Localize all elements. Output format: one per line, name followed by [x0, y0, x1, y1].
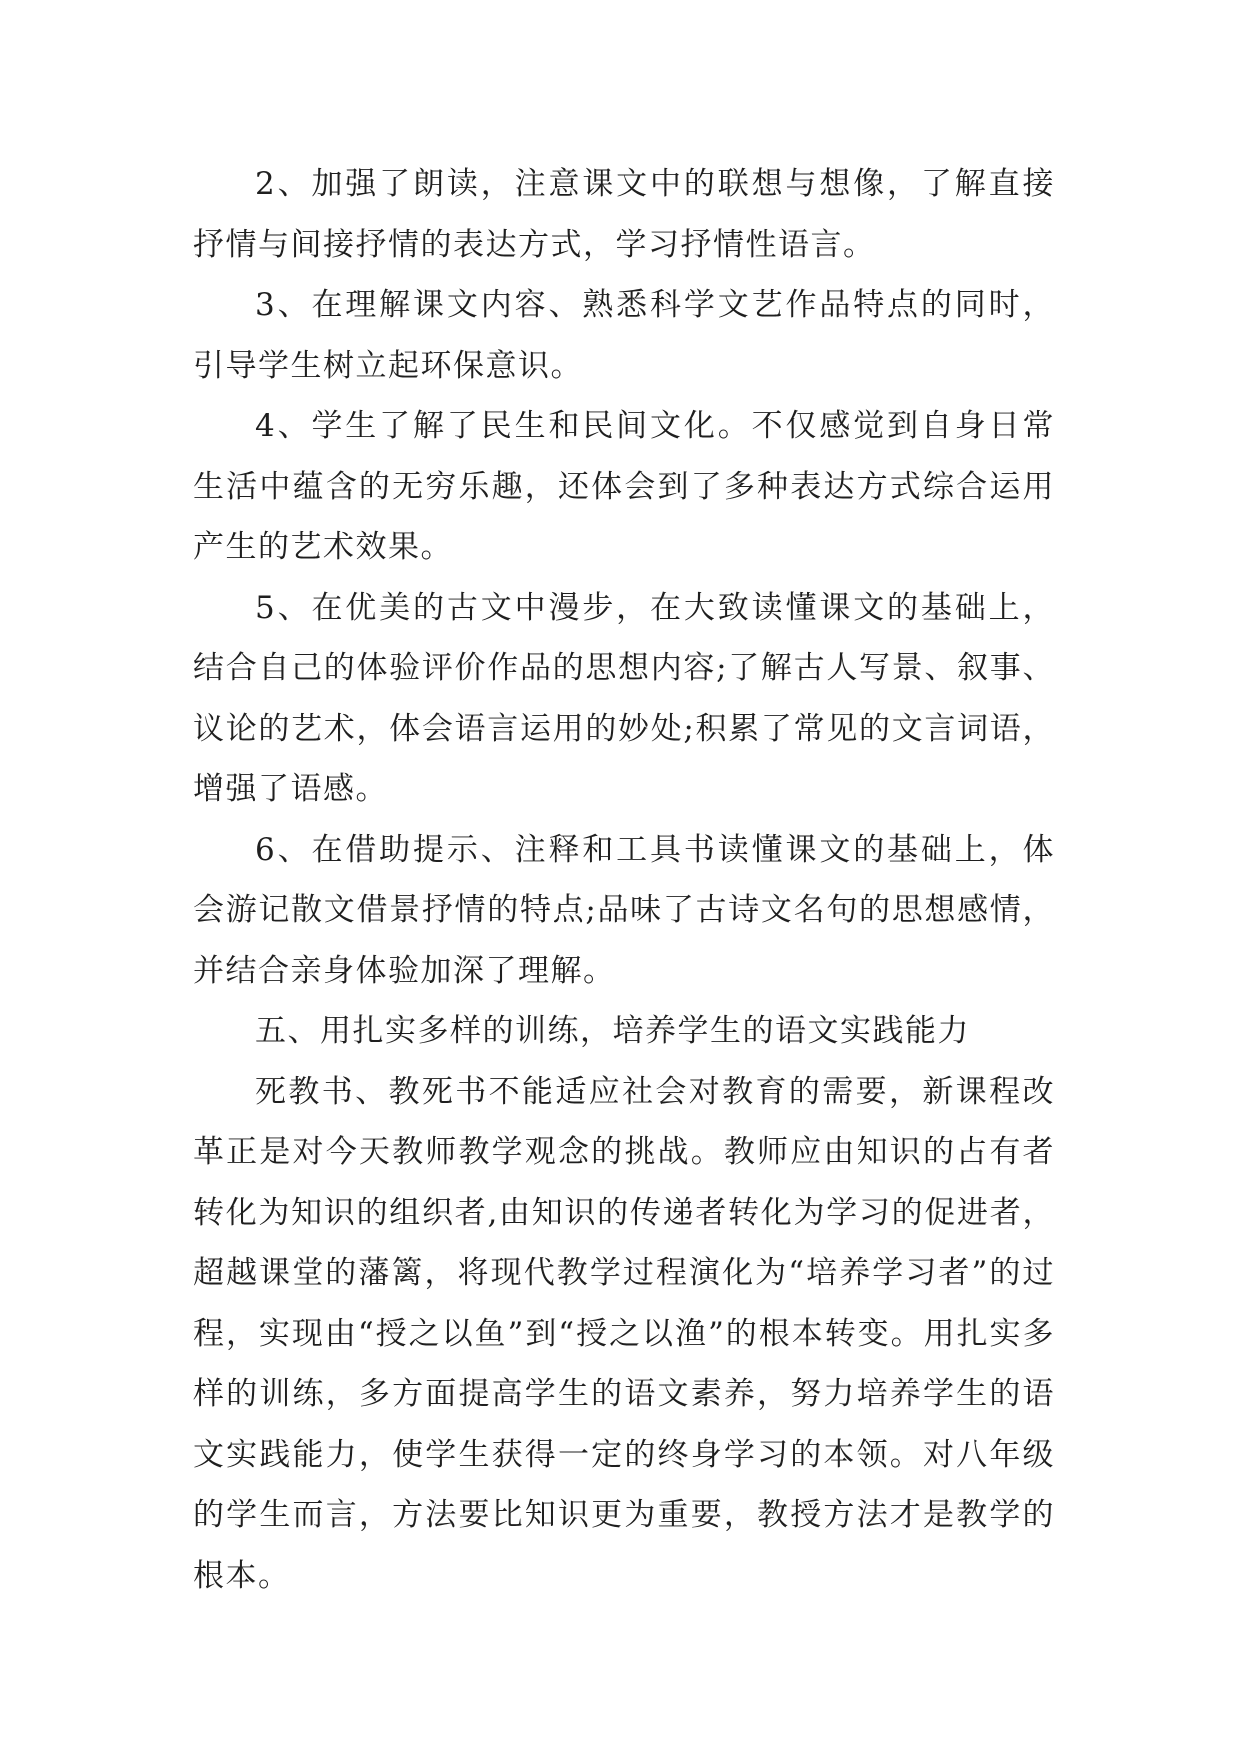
paragraph-item-2: 2、加强了朗读，注意课文中的联想与想像，了解直接抒情与间接抒情的表达方式，学习抒情性语言。	[193, 166, 1055, 263]
paragraph-item-6: 6、在借助提示、注释和工具书读懂课文的基础上，体会游记散文借景抒情的特点;品味了古诗文名句的思想感情，并结合亲身体验加深了理解。	[193, 831, 1055, 989]
paragraph-item-5: 5、在优美的古文中漫步，在大致读懂课文的基础上，结合自己的体验评价作品的思想内容;了解古人写景、叙事、议论的艺术，体会语言运用的妙处;积累了常见的文言词语，增强了语感。	[193, 589, 1055, 807]
paragraph-item-3: 3、在理解课文内容、熟悉科学文艺作品特点的同时，引导学生树立起环保意识。	[193, 287, 1055, 384]
section-heading: 五、用扎实多样的训练，培养学生的语文实践能力	[255, 1013, 970, 1049]
body-paragraph: 死教书、教死书不能适应社会对教育的需要，新课程改革正是对今天教师教学观念的挑战。教师应由知识的占有者转化为知识的组织者,由知识的传递者转化为学习的促进者，超越课堂的藩篱，将现代教学过程演化为“培养学习者”的过程，实现由“授之以鱼”到“授之以渔”的根本转变。用扎实多样的训练，多方面提高学生的语文素养，努力培养学生的语文实践能力，使学生获得一定的终身学习的本领。对八年级的学生而言，方法要比知识更为重要，教授方法才是教学的根本。	[193, 1073, 1055, 1594]
document-page	[193, 154, 1055, 1606]
paragraph-item-4: 4、学生了解了民生和民间文化。不仅感觉到自身日常生活中蕴含的无穷乐趣，还体会到了多种表达方式综合运用产生的艺术效果。	[193, 408, 1055, 565]
